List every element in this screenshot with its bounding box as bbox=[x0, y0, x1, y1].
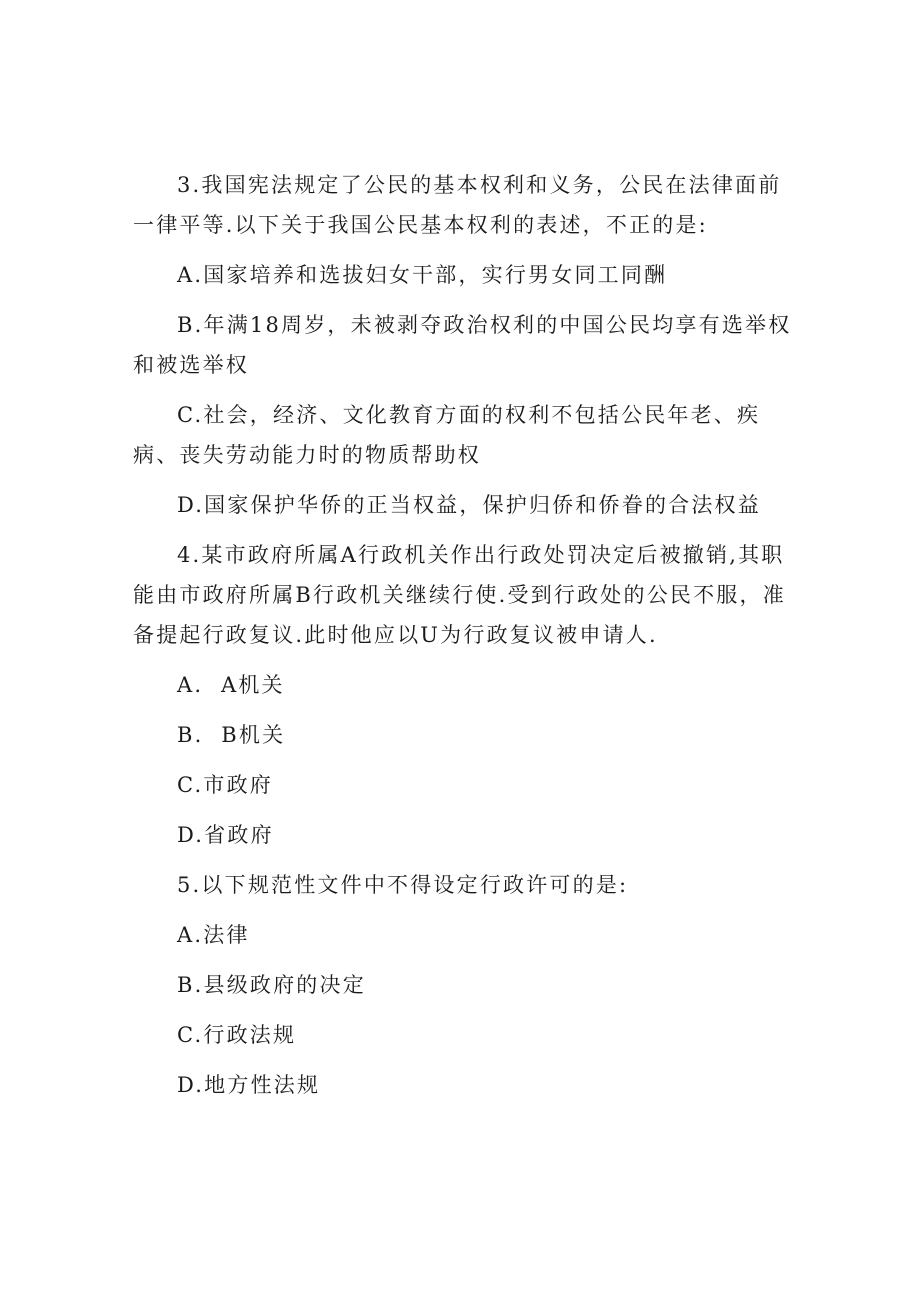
option-a: A.国家培养和选拔妇女干部，实行男女同工同酬 bbox=[177, 263, 668, 287]
option-d: D.地方性法规 bbox=[177, 1073, 321, 1097]
option-d: D.国家保护华侨的正当权益，保护归侨和侨眷的合法权益 bbox=[177, 493, 761, 517]
question-3 bbox=[133, 165, 798, 525]
option-c: C.行政法规 bbox=[177, 1023, 297, 1047]
question-text: 3.我国宪法规定了公民的基本权利和义务，公民在法律面前一律平等.以下关于我国公民基本权利的表述，不正的是: bbox=[133, 173, 782, 237]
question-text: 4.某市政府所属A行政机关作出行政处罚决定后被撤销,其职能由市政府所属B行政机关继续行使.受到行政处的公民不服，准备提起行政复议.此时他应以U为行政复议被申请人. bbox=[133, 543, 786, 647]
option-b: B.年满18周岁，未被剥夺政治权利的中国公民均享有选举权和被选举权 bbox=[133, 313, 792, 377]
option-b: B. B机关 bbox=[177, 723, 286, 747]
option-c: C.市政府 bbox=[177, 773, 273, 797]
question-text: 5.以下规范性文件中不得设定行政许可的是: bbox=[177, 873, 629, 897]
document-content bbox=[133, 165, 798, 1115]
option-d: D.省政府 bbox=[177, 823, 274, 847]
option-a: A. A机关 bbox=[177, 673, 285, 697]
question-4 bbox=[133, 535, 798, 855]
option-c: C.社会，经济、文化教育方面的权利不包括公民年老、疾病、丧失劳动能力时的物质帮助权 bbox=[133, 403, 761, 467]
option-b: B.县级政府的决定 bbox=[177, 973, 366, 997]
option-a: A.法律 bbox=[177, 923, 250, 947]
question-5 bbox=[133, 865, 798, 1105]
